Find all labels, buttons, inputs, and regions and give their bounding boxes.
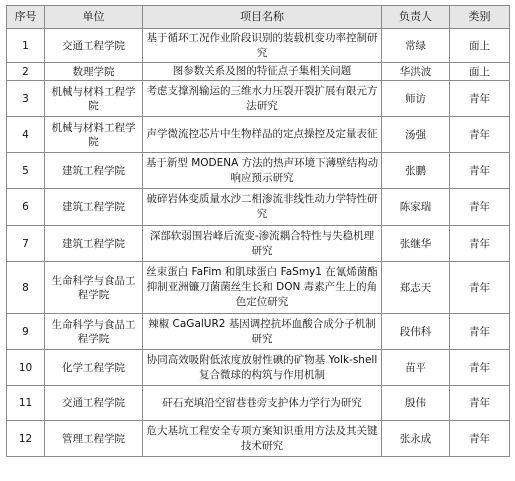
cell-title: 危大基坑工程安全专项方案知识重用方法及其关键技术研究 bbox=[143, 421, 382, 457]
cell-leader: 郑志天 bbox=[382, 262, 450, 314]
cell-category: 青年 bbox=[450, 226, 510, 262]
cell-unit: 生命科学与食品工程学院 bbox=[45, 314, 143, 350]
table-row bbox=[7, 153, 510, 189]
cell-no: 6 bbox=[7, 189, 45, 226]
cell-unit: 管理工程学院 bbox=[45, 421, 143, 457]
cell-no: 12 bbox=[7, 421, 45, 457]
cell-category: 青年 bbox=[450, 153, 510, 189]
cell-category: 青年 bbox=[450, 421, 510, 457]
table-row bbox=[7, 189, 510, 226]
cell-no: 8 bbox=[7, 262, 45, 314]
table-row bbox=[7, 29, 510, 63]
cell-leader: 张永成 bbox=[382, 421, 450, 457]
cell-leader: 陈家瑞 bbox=[382, 189, 450, 226]
cell-unit: 化学工程学院 bbox=[45, 350, 143, 386]
cell-leader: 殷伟 bbox=[382, 386, 450, 421]
project-table bbox=[6, 5, 510, 457]
table-row bbox=[7, 63, 510, 81]
cell-unit: 生命科学与食品工程学院 bbox=[45, 262, 143, 314]
cell-no: 3 bbox=[7, 81, 45, 117]
cell-unit: 建筑工程学院 bbox=[45, 226, 143, 262]
cell-leader: 苗平 bbox=[382, 350, 450, 386]
cell-unit: 机械与材料工程学院 bbox=[45, 81, 143, 117]
cell-title: 基于新型 MODENA 方法的热声环境下薄壁结构动响应预示研究 bbox=[143, 153, 382, 189]
cell-category: 青年 bbox=[450, 314, 510, 350]
cell-category: 面上 bbox=[450, 63, 510, 81]
cell-title: 图参数关系及图的特征点子集相关问题 bbox=[143, 63, 382, 81]
cell-category: 青年 bbox=[450, 81, 510, 117]
cell-leader: 汤强 bbox=[382, 117, 450, 153]
cell-title: 协同高效吸附低浓度放射性碘的矿物基 Yolk-shell 复合微球的构筑与作用机制 bbox=[143, 350, 382, 386]
cell-unit: 建筑工程学院 bbox=[45, 153, 143, 189]
project-table-container bbox=[6, 5, 509, 457]
cell-title: 丝束蛋白 FaFim 和肌球蛋白 FaSmy1 在氰烯菌酯抑制亚洲镰刀菌菌丝生长和 DON 毒素产生上的角色定位研究 bbox=[143, 262, 382, 314]
cell-title: 考虑支撑剂输运的三维水力压裂开裂扩展有限元方法研究 bbox=[143, 81, 382, 117]
header-no: 序号 bbox=[7, 6, 45, 29]
cell-no: 7 bbox=[7, 226, 45, 262]
cell-no: 4 bbox=[7, 117, 45, 153]
table-row bbox=[7, 262, 510, 314]
cell-leader: 常绿 bbox=[382, 29, 450, 63]
cell-category: 青年 bbox=[450, 386, 510, 421]
cell-no: 11 bbox=[7, 386, 45, 421]
table-row bbox=[7, 226, 510, 262]
table-row bbox=[7, 81, 510, 117]
cell-unit: 建筑工程学院 bbox=[45, 189, 143, 226]
table-row bbox=[7, 421, 510, 457]
cell-category: 青年 bbox=[450, 350, 510, 386]
cell-category: 青年 bbox=[450, 262, 510, 314]
table-row bbox=[7, 350, 510, 386]
header-category: 类别 bbox=[450, 6, 510, 29]
table-row bbox=[7, 314, 510, 350]
cell-unit: 机械与材料工程学院 bbox=[45, 117, 143, 153]
table-row bbox=[7, 117, 510, 153]
cell-category: 青年 bbox=[450, 189, 510, 226]
cell-no: 1 bbox=[7, 29, 45, 63]
cell-unit: 数理学院 bbox=[45, 63, 143, 81]
header-unit: 单位 bbox=[45, 6, 143, 29]
cell-leader: 张鹏 bbox=[382, 153, 450, 189]
cell-leader: 张继华 bbox=[382, 226, 450, 262]
table-header-row bbox=[7, 6, 510, 29]
cell-title: 声学微流控芯片中生物样品的定点操控及定量表征 bbox=[143, 117, 382, 153]
cell-leader: 华洪波 bbox=[382, 63, 450, 81]
cell-unit: 交通工程学院 bbox=[45, 386, 143, 421]
cell-leader: 师访 bbox=[382, 81, 450, 117]
cell-leader: 段伟科 bbox=[382, 314, 450, 350]
cell-no: 10 bbox=[7, 350, 45, 386]
cell-title: 辣椒 CaGalUR2 基因调控抗坏血酸合成分子机制研究 bbox=[143, 314, 382, 350]
cell-title: 深部软弱围岩峰后流变-渗流耦合特性与失稳机理研究 bbox=[143, 226, 382, 262]
table-row bbox=[7, 386, 510, 421]
header-title: 项目名称 bbox=[143, 6, 382, 29]
cell-category: 面上 bbox=[450, 29, 510, 63]
cell-unit: 交通工程学院 bbox=[45, 29, 143, 63]
cell-no: 5 bbox=[7, 153, 45, 189]
cell-category: 青年 bbox=[450, 117, 510, 153]
cell-title: 基于循环工况作业阶段识别的装载机变功率控制研究 bbox=[143, 29, 382, 63]
cell-no: 2 bbox=[7, 63, 45, 81]
cell-title: 破碎岩体变质量水沙二相渗流非线性动力学特性研究 bbox=[143, 189, 382, 226]
cell-no: 9 bbox=[7, 314, 45, 350]
cell-title: 矸石充填沿空留巷巷旁支护体力学行为研究 bbox=[143, 386, 382, 421]
header-leader: 负责人 bbox=[382, 6, 450, 29]
